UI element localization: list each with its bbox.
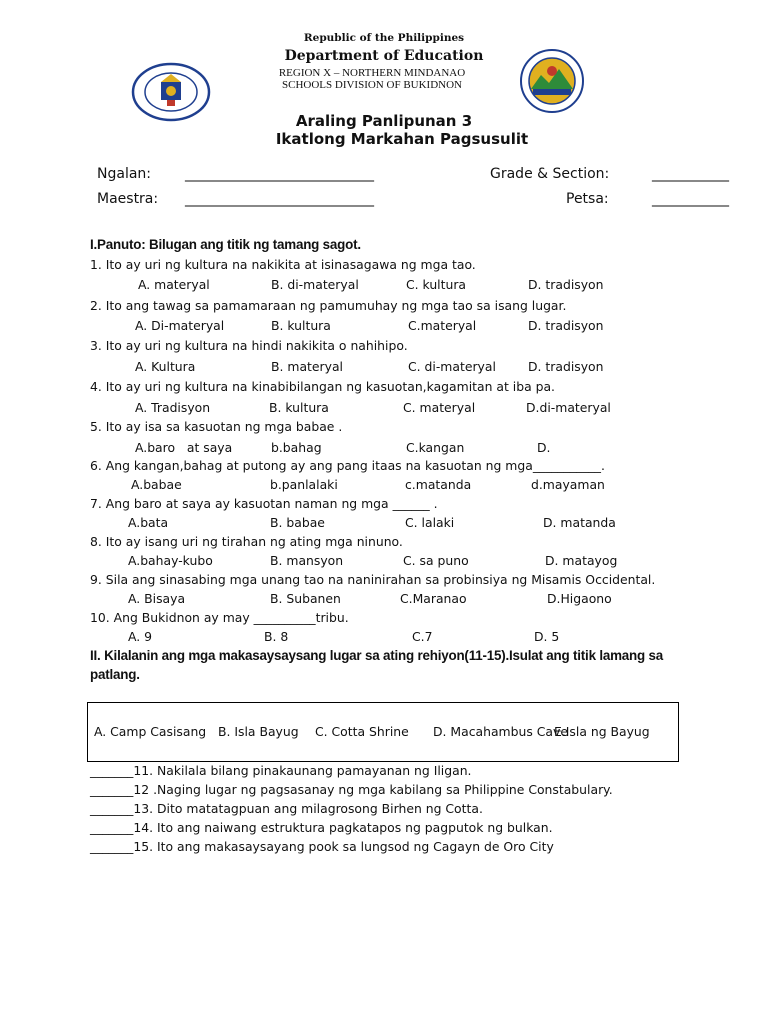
- item-11[interactable]: _______11. Nakilala bilang pinakaunang pamayanan ng Iligan.: [90, 763, 472, 778]
- q8-option-b[interactable]: B. mansyon: [270, 553, 344, 568]
- question-4: 4. Ito ay uri ng kultura na kinabibilangan ng kasuotan,kagamitan at iba pa.: [90, 379, 555, 394]
- question-1: 1. Ito ay uri ng kultura na nakikita at isinasagawa ng mga tao.: [90, 257, 476, 272]
- q9-option-b[interactable]: B. Subanen: [270, 591, 341, 606]
- name-blank[interactable]: ___________________________: [185, 166, 374, 182]
- q2-option-a[interactable]: A. Di-materyal: [135, 318, 225, 333]
- q4-option-b[interactable]: B. kultura: [269, 400, 329, 415]
- teacher-label: Maestra:: [97, 191, 159, 207]
- exam-quarter-title: Ikatlong Markahan Pagsusulit: [275, 130, 529, 148]
- q7-option-a[interactable]: A.bata: [128, 515, 169, 530]
- part2-instruction: II. Kilalanin ang mga makasaysaysang lugar sa ating rehiyon(11-15).Isulat ang titik lamang sa: [90, 648, 664, 663]
- q7-option-d[interactable]: D. matanda: [543, 515, 616, 530]
- q5-option-c[interactable]: C.kangan: [406, 440, 465, 455]
- q9-option-c[interactable]: C.Maranao: [400, 591, 467, 606]
- q7-option-c[interactable]: C. lalaki: [405, 515, 455, 530]
- question-10: 10. Ang Bukidnon ay may __________tribu.: [90, 610, 349, 625]
- q2-option-b[interactable]: B. kultura: [271, 318, 331, 333]
- q6-option-a[interactable]: A.babae: [131, 477, 182, 492]
- q7-option-b[interactable]: B. babae: [270, 515, 325, 530]
- q5-option-a[interactable]: A.baro at saya: [135, 440, 233, 455]
- part2-instruction-cont: patlang.: [90, 667, 140, 682]
- grade-section-blank[interactable]: ___________: [652, 166, 729, 182]
- q8-option-d[interactable]: D. matayog: [545, 553, 618, 568]
- department-line: Department of Education: [284, 48, 484, 64]
- part1-instruction: I.Panuto: Bilugan ang titik ng tamang sagot.: [90, 237, 361, 252]
- q9-option-a[interactable]: A. Bisaya: [128, 591, 186, 606]
- question-5: 5. Ito ay isa sa kasuotan ng mga babae .: [90, 419, 343, 434]
- q3-option-a[interactable]: A. Kultura: [135, 359, 196, 374]
- date-label: Petsa:: [566, 191, 609, 207]
- q2-option-d[interactable]: D. tradisyon: [528, 318, 604, 333]
- q10-option-c[interactable]: C.7: [412, 629, 433, 644]
- q1-option-c[interactable]: C. kultura: [406, 277, 467, 292]
- question-6: 6. Ang kangan,bahag at putong ay ang pang itaas na kasuotan ng mga___________.: [90, 458, 605, 473]
- question-7: 7. Ang baro at saya ay kasuotan naman ng mga ______ .: [90, 496, 438, 511]
- q3-option-b[interactable]: B. materyal: [271, 359, 343, 374]
- item-14[interactable]: _______14. Ito ang naiwang estruktura pagkatapos ng pagputok ng bulkan.: [90, 820, 553, 835]
- question-9: 9. Sila ang sinasabing mga unang tao na naninirahan sa probinsiya ng Misamis Occidental.: [90, 572, 656, 587]
- item-15[interactable]: _______15. Ito ang makasaysayang pook sa lungsod ng Cagayn de Oro City: [90, 839, 554, 854]
- date-blank[interactable]: ___________: [652, 191, 729, 207]
- q2-option-c[interactable]: C.materyal: [408, 318, 477, 333]
- name-label: Ngalan:: [97, 166, 151, 182]
- item-12[interactable]: _______12 .Naging lugar ng pagsasanay ng mga kabilang sa Philippine Constabulary.: [90, 782, 613, 797]
- choice-b: B. Isla Bayug: [218, 724, 299, 739]
- choice-e: E.Isla ng Bayug: [554, 724, 650, 739]
- q3-option-d[interactable]: D. tradisyon: [528, 359, 604, 374]
- q6-option-c[interactable]: c.matanda: [405, 477, 472, 492]
- republic-line: Republic of the Philippines: [303, 32, 465, 44]
- question-8: 8. Ito ay isang uri ng tirahan ng ating mga ninuno.: [90, 534, 403, 549]
- q1-option-a[interactable]: A. materyal: [138, 277, 210, 292]
- q1-option-b[interactable]: B. di-materyal: [271, 277, 359, 292]
- q8-option-a[interactable]: A.bahay-kubo: [128, 553, 213, 568]
- q8-option-c[interactable]: C. sa puno: [403, 553, 469, 568]
- choice-a: A. Camp Casisang: [94, 724, 207, 739]
- q4-option-c[interactable]: C. materyal: [403, 400, 476, 415]
- question-2: 2. Ito ang tawag sa pamamaraan ng pamumuhay ng mga tao sa isang lugar.: [90, 298, 567, 313]
- q5-option-d[interactable]: D.: [537, 440, 551, 455]
- choice-d: D. Macahambus Cave: [433, 724, 568, 739]
- region-line: REGION X – NORTHERN MINDANAO: [278, 67, 466, 79]
- question-3: 3. Ito ay uri ng kultura na hindi nakikita o nahihipo.: [90, 338, 408, 353]
- q4-option-d[interactable]: D.di-materyal: [526, 400, 611, 415]
- exam-subject-title: Araling Panlipunan 3: [295, 112, 473, 130]
- q4-option-a[interactable]: A. Tradisyon: [135, 400, 211, 415]
- grade-section-label: Grade & Section:: [490, 166, 610, 182]
- q3-option-c[interactable]: C. di-materyal: [408, 359, 496, 374]
- q6-option-d[interactable]: d.mayaman: [531, 477, 605, 492]
- division-line: SCHOOLS DIVISION OF BUKIDNON: [282, 79, 462, 91]
- item-13[interactable]: _______13. Dito matatagpuan ang milagrosong Birhen ng Cotta.: [90, 801, 483, 816]
- q5-option-b[interactable]: b.bahag: [271, 440, 322, 455]
- q6-option-b[interactable]: b.panlalaki: [270, 477, 338, 492]
- q10-option-b[interactable]: B. 8: [264, 629, 289, 644]
- q9-option-d[interactable]: D.Higaono: [547, 591, 612, 606]
- bukidnon-seal-logo: [519, 49, 585, 113]
- q1-option-d[interactable]: D. tradisyon: [528, 277, 604, 292]
- choice-c: C. Cotta Shrine: [315, 724, 409, 739]
- q10-option-a[interactable]: A. 9: [128, 629, 153, 644]
- q10-option-d[interactable]: D. 5: [534, 629, 560, 644]
- choices-box: [87, 702, 679, 762]
- teacher-blank[interactable]: ___________________________: [185, 191, 374, 207]
